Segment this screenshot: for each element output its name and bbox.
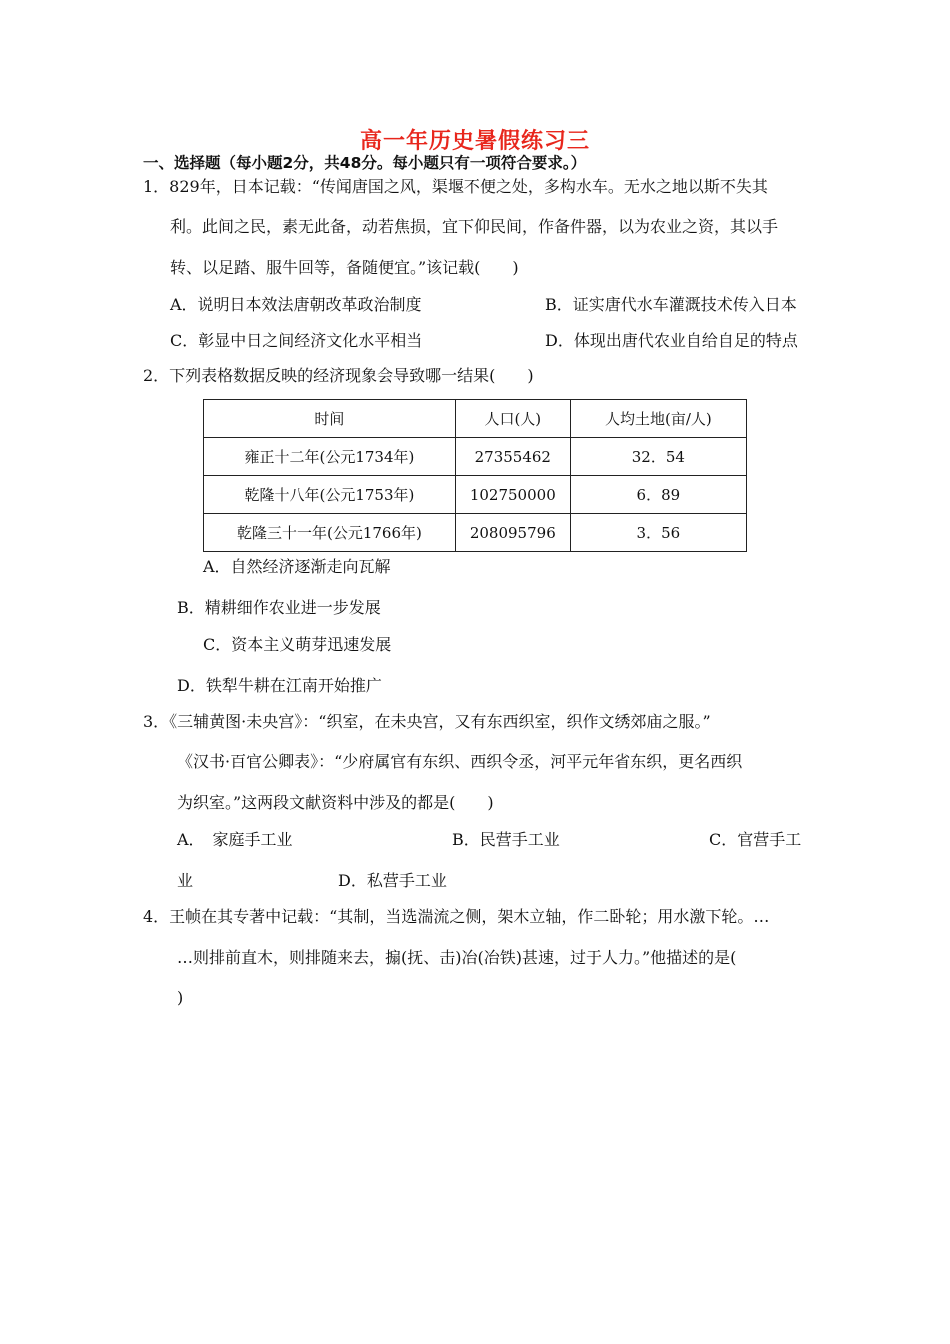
- q1-stem-line-1: 1．829年，日本记载：“传闻唐国之风，渠堰不便之处，多构水车。无水之地以斯不失其: [143, 177, 768, 196]
- q1-option-c: C．彰显中日之间经济文化水平相当: [170, 331, 423, 350]
- q3-stem-line-1: 3．《三辅黄图·未央宫》：“织室，在未央宫，又有东西织室，织作文绣郊庙之服。”: [143, 712, 711, 731]
- q3-stem-line-3: 为织室。”这两段文献资料中涉及的都是( ): [177, 793, 494, 812]
- q2-option-c: C．资本主义萌芽迅速发展: [203, 635, 392, 654]
- q1-option-d: D．体现出唐代农业自给自足的特点: [545, 331, 798, 350]
- q1-option-a: A．说明日本效法唐朝改革政治制度: [170, 295, 422, 314]
- q4-stem-line-3: ): [177, 988, 184, 1007]
- q4-stem-line-1: 4．王帧在其专著中记载：“其制，当选湍流之侧，架木立轴，作二卧轮；用水激下轮。…: [143, 907, 770, 926]
- table-row: [204, 476, 747, 514]
- table-cell: 3．56: [570, 514, 746, 552]
- q3-option-c: C．官营手工: [709, 830, 802, 849]
- q1-stem-line-2: 利。此间之民，素无此备，动若焦损，宜下仰民间，作备件器，以为农业之资，其以手: [170, 217, 779, 236]
- table-cell: 32．54: [570, 438, 746, 476]
- table-cell: 27355462: [455, 438, 570, 476]
- table-cell: 102750000: [455, 476, 570, 514]
- q3-option-d: D．私营手工业: [338, 871, 447, 890]
- q3-stem-line-2: 《汉书·百官公卿表》：“少府属官有东织、西织令丞，河平元年省东织，更名西织: [177, 752, 743, 771]
- q1-stem-line-3: 转、以足踏、服牛回等，备随便宜。”该记载( ): [170, 258, 519, 277]
- q1-option-b: B．证实唐代水车灌溉技术传入日本: [545, 295, 797, 314]
- section-heading: 一、选择题（每小题2分，共48分。每小题只有一项符合要求。）: [143, 154, 587, 172]
- table-header-row: [204, 400, 747, 438]
- table-row: [204, 438, 747, 476]
- table-header-cell: 人口(人): [455, 400, 570, 438]
- q3-option-a: A． 家庭手工业: [177, 830, 293, 849]
- q3-option-c-continued: 业: [177, 871, 194, 890]
- q2-option-b: B．精耕细作农业进一步发展: [177, 598, 381, 617]
- q2-stem: 2．下列表格数据反映的经济现象会导致哪一结果( ): [143, 366, 534, 385]
- table-cell: 乾隆三十一年(公元1766年): [204, 514, 456, 552]
- q2-option-a: A．自然经济逐渐走向瓦解: [203, 557, 391, 576]
- population-land-table: [203, 399, 747, 552]
- table-row: [204, 514, 747, 552]
- table-header-cell: 人均土地(亩/人): [570, 400, 746, 438]
- table-header-cell: 时间: [204, 400, 456, 438]
- table-cell: 6．89: [570, 476, 746, 514]
- table-cell: 乾隆十八年(公元1753年): [204, 476, 456, 514]
- q2-option-d: D．铁犁牛耕在江南开始推广: [177, 676, 382, 695]
- q4-stem-line-2: …则排前直木，则排随来去，搧(抚、击)冶(冶铁)甚速，过于人力。”他描述的是(: [177, 948, 737, 967]
- q3-option-b: B．民营手工业: [452, 830, 560, 849]
- table-cell: 208095796: [455, 514, 570, 552]
- page-title: 高一年历史暑假练习三: [359, 129, 590, 154]
- table-cell: 雍正十二年(公元1734年): [204, 438, 456, 476]
